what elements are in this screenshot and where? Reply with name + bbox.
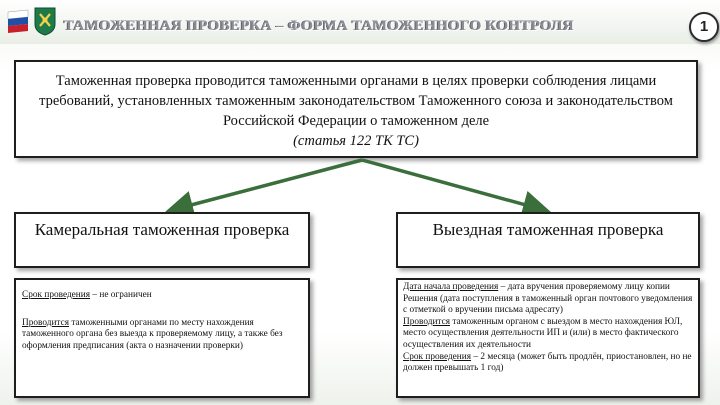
- term-text: – не ограничен: [90, 290, 152, 300]
- desk-audit-term: [22, 290, 302, 302]
- term-label: Срок проведения: [403, 351, 472, 362]
- term-text: – 2 месяца (может быть продлён, приостановлен, но не должен превышать 1 год): [403, 351, 692, 374]
- conducted-text: таможенными органами по месту нахождения таможенного органа без выезда к проверяемому лицу, а также без оформления предписания (акта о назначении проверки): [22, 317, 283, 351]
- desk-audit-heading: Камеральная таможенная проверка: [34, 220, 290, 239]
- desk-audit-details: [14, 278, 310, 398]
- field-audit-conducted: [403, 317, 693, 352]
- field-audit-details: [396, 278, 700, 398]
- conducted-label: Проводится: [22, 317, 70, 328]
- arrow-left: [172, 160, 362, 210]
- field-audit-start: [403, 282, 693, 317]
- desk-audit-heading-box: [14, 212, 310, 268]
- russian-flag-icon: [6, 8, 30, 34]
- definition-box: [14, 60, 698, 158]
- conducted-text: таможенным органом с выездом в место нахождения ЮЛ, место осуществления деятельности ИП и (или) в место фактического осуществления их деятельности: [403, 316, 683, 350]
- start-text: – дата вручения проверяемому лицу копии Решения (дата поступления в таможенный орган почтового уведомления с отметкой о вручении письма адресату): [403, 282, 693, 316]
- field-audit-heading-box: [396, 212, 700, 268]
- start-label: Дата начала проведения: [403, 282, 499, 292]
- page-number-badge: 1: [689, 12, 719, 42]
- field-audit-heading: Выездная таможенная проверка: [432, 220, 664, 239]
- desk-audit-conducted: [22, 318, 302, 353]
- definition-reference: (статья 122 ТК ТС): [293, 133, 419, 149]
- page-title: ТАМОЖЕННАЯ ПРОВЕРКА – ФОРМА ТАМОЖЕННОГО КОНТРОЛЯ: [64, 18, 574, 34]
- customs-emblem-icon: [32, 6, 58, 36]
- field-audit-term: [403, 352, 693, 375]
- term-label: Срок проведения: [22, 290, 91, 300]
- arrow-right: [362, 160, 544, 210]
- conducted-label: Проводится: [403, 316, 451, 327]
- definition-text: Таможенная проверка проводится таможенными органами в целях проверки соблюдения лицами требований, установленных таможенным законодательством Таможенного союза и законодательством Российской Федерации о таможенном деле: [39, 73, 673, 129]
